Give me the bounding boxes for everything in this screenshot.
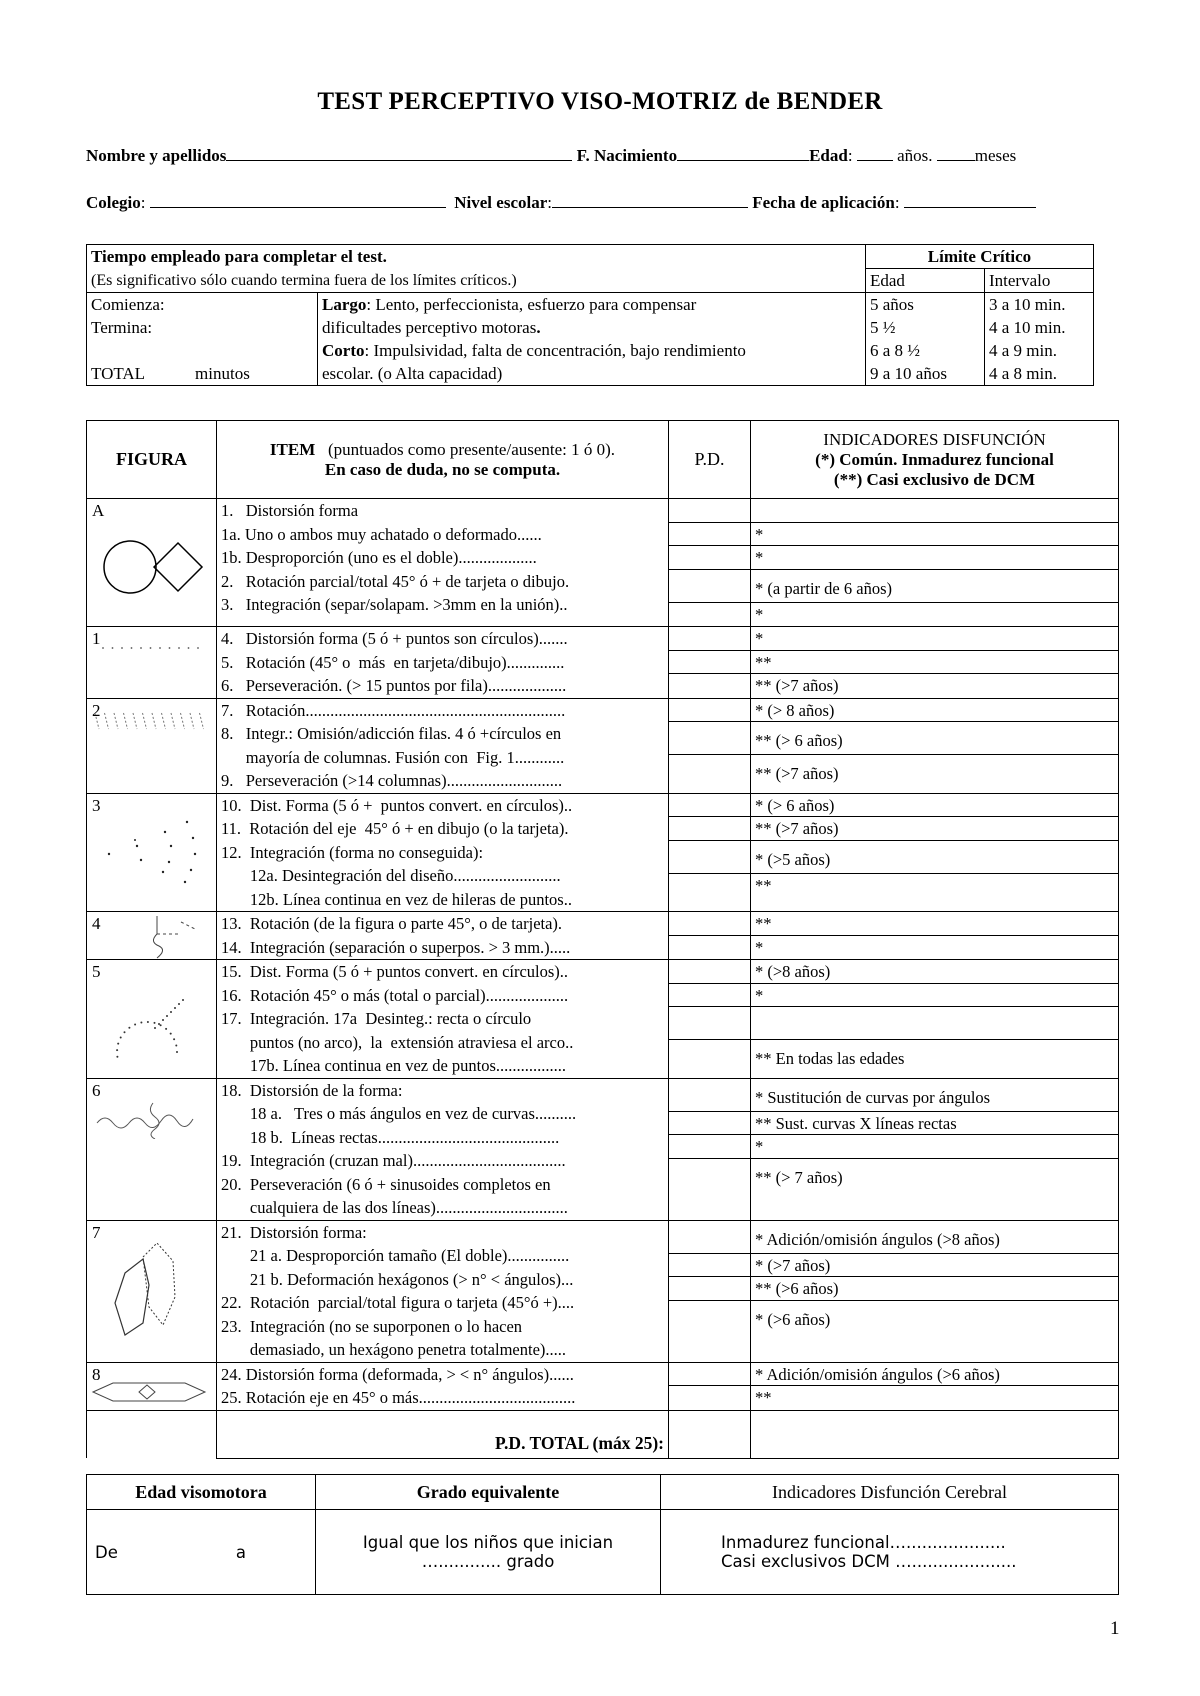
- total-ind-cell: [751, 1410, 1119, 1458]
- ind-cerebral-cell[interactable]: [661, 1510, 1119, 1595]
- fecha-label: Fecha de aplicación: [752, 193, 895, 212]
- figure-row: [87, 793, 1119, 912]
- indicator-text: * Adición/omisión ángulos (>8 años): [751, 1221, 1118, 1254]
- limit-edad: 5 ½: [866, 316, 985, 339]
- indicator-text: * (>6 años): [755, 1309, 831, 1329]
- items-cell: [217, 912, 669, 960]
- pd-cell: [669, 499, 751, 627]
- indicator-text: * (> 8 años): [751, 699, 1118, 723]
- pd-input[interactable]: [669, 627, 750, 651]
- pd-input[interactable]: [669, 984, 750, 1008]
- pd-input[interactable]: [669, 841, 750, 874]
- largo-label: Largo: [322, 295, 367, 314]
- figure-row: [87, 698, 1119, 793]
- indicator-cell: [751, 499, 1119, 627]
- indicator-cell: [751, 1362, 1119, 1410]
- pd-input[interactable]: [669, 794, 750, 818]
- total-pd-cell[interactable]: [669, 1410, 751, 1458]
- indicator-text: ** (>7 años): [755, 764, 839, 783]
- indicator-text: * (>8 años): [751, 960, 1118, 984]
- total-fig-cell: [87, 1410, 217, 1458]
- indicator-text: *: [755, 937, 764, 957]
- indicator-cell: [751, 1078, 1119, 1220]
- pd-cell: [669, 793, 751, 912]
- figure-cell: [87, 1362, 217, 1410]
- grado-cell[interactable]: [316, 1510, 661, 1595]
- indicator-text: ** (>7 años): [751, 817, 1118, 841]
- figure-row: [87, 1078, 1119, 1220]
- figure-label: 4: [92, 914, 101, 933]
- pd-input[interactable]: [669, 1386, 750, 1410]
- pd-cell: [669, 698, 751, 793]
- indicator-text: *: [751, 1135, 1118, 1159]
- item-text: 3. Integración (separ/solapam. >3mm en la unión)..: [221, 595, 568, 614]
- figure-drawing-icon: [97, 810, 207, 895]
- col-pd: P.D.: [669, 421, 751, 499]
- indicator-text: *: [751, 523, 1118, 547]
- anos-label: años.: [897, 146, 933, 165]
- colegio-field[interactable]: [150, 192, 446, 208]
- header-line-1: [86, 145, 1016, 166]
- pd-input[interactable]: [669, 1007, 750, 1040]
- indicator-cell: [751, 912, 1119, 960]
- indicator-text: *: [751, 627, 1118, 651]
- pd-input[interactable]: [669, 1254, 750, 1278]
- items-cell: [217, 1362, 669, 1410]
- pd-input[interactable]: [669, 722, 750, 755]
- result-table: [86, 1474, 1119, 1595]
- item-text: 17. Integración. 17a Desinteg.: recta o círculo: [221, 1009, 532, 1028]
- items-cell: [217, 1078, 669, 1220]
- item-text: 14. Integración (separación o superpos. > 3 mm.).....: [221, 937, 571, 957]
- col-item: ITEM: [269, 439, 316, 459]
- termina-label: Termina:: [91, 318, 153, 337]
- a-label: a: [235, 1542, 246, 1562]
- pd-input[interactable]: [669, 1040, 750, 1073]
- pd-input[interactable]: [669, 523, 750, 547]
- figure-label: A: [92, 501, 105, 520]
- limit-intervalo: 4 a 10 min.: [985, 316, 1094, 339]
- limit-intervalo: 4 a 9 min.: [985, 339, 1094, 362]
- figure-cell: [87, 1220, 217, 1362]
- pd-input[interactable]: [669, 936, 750, 960]
- indicator-cell: [751, 960, 1119, 1079]
- indicator-text: ** (>7 años): [755, 676, 839, 695]
- item-text: 6. Perseveración. (> 15 puntos por fila)...................: [221, 676, 567, 695]
- figure-drawing-icon: [90, 525, 210, 620]
- pd-input[interactable]: [669, 1135, 750, 1159]
- item-text: 9. Perseveración (>14 columnas)............................: [221, 771, 563, 790]
- pd-cell: [669, 960, 751, 1079]
- corto-label: Corto: [322, 341, 365, 360]
- col-edad-visomotora: Edad visomotora: [87, 1475, 316, 1510]
- figure-label: 7: [92, 1222, 101, 1242]
- item-text: 11. Rotación del eje 45° ó + en dibujo (o la tarjeta).: [221, 819, 569, 838]
- items-cell: [217, 499, 669, 627]
- item-text: 21 b. Deformación hexágonos (> n° < ángulos)...: [221, 1269, 574, 1289]
- page-number: 1: [1110, 1618, 1120, 1639]
- indicator-text: *: [751, 546, 1118, 570]
- pd-input[interactable]: [669, 546, 750, 570]
- limit-edad: 9 a 10 años: [866, 362, 985, 386]
- pd-input[interactable]: [669, 874, 750, 898]
- indicator-text: * (>7 años): [751, 1254, 1118, 1278]
- items-cell: [217, 698, 669, 793]
- figure-label: 6: [92, 1080, 101, 1100]
- pd-cell: [669, 1362, 751, 1410]
- indicator-text: **: [755, 1388, 772, 1407]
- edad-label: Edad: [809, 146, 848, 165]
- item-text: 24. Distorsión forma (deformada, > < n° ángulos)......: [221, 1364, 574, 1384]
- item-text: 12b. Línea continua en vez de hileras de puntos..: [221, 889, 572, 909]
- pd-input[interactable]: [669, 603, 750, 627]
- pd-input[interactable]: [669, 1079, 750, 1112]
- meses-label: meses: [974, 146, 1017, 165]
- time-title: Tiempo empleado para completar el test.: [91, 247, 387, 266]
- item-text: 18 b. Líneas rectas............................................: [221, 1127, 560, 1147]
- indicator-cell: [751, 698, 1119, 793]
- figure-row: [87, 1220, 1119, 1362]
- time-title-cell: [87, 245, 866, 269]
- pd-input[interactable]: [669, 1301, 750, 1334]
- item-text: 18 a. Tres o más ángulos en vez de curvas..........: [221, 1104, 577, 1123]
- item-text: mayoría de columnas. Fusión con Fig. 1............: [221, 747, 565, 767]
- nivel-field[interactable]: [552, 192, 748, 208]
- fecha-field[interactable]: [904, 192, 1036, 208]
- item-text: 21 a. Desproporción tamaño (El doble)...............: [221, 1246, 570, 1265]
- nombre-field[interactable]: [226, 145, 572, 161]
- nombre-label: Nombre y apellidos: [86, 146, 227, 165]
- figure-cell: [87, 912, 217, 960]
- limit-edad: 6 a 8 ½: [866, 339, 985, 362]
- limit-edad: 5 años: [866, 293, 985, 317]
- indicator-cell: [751, 1220, 1119, 1362]
- indicator-cell: [751, 627, 1119, 699]
- col-figura: FIGURA: [87, 421, 217, 499]
- indicator-text: [751, 1007, 1118, 1040]
- limit-title: Límite Crítico: [866, 245, 1094, 269]
- largo-text: : Lento, perfeccionista, esfuerzo para compensar: [366, 295, 697, 314]
- indicator-text: * (> 6 años): [751, 794, 1118, 818]
- figure-cell: [87, 499, 217, 627]
- item-text: 7. Rotación...............................................................: [221, 700, 566, 720]
- pd-input[interactable]: [669, 1112, 750, 1136]
- pd-input[interactable]: [669, 651, 750, 675]
- indicator-text: ** Sust. curvas X líneas rectas: [751, 1112, 1118, 1136]
- item-text: 1. Distorsión forma: [221, 501, 359, 520]
- nivel-label: Nivel escolar: [454, 193, 548, 212]
- item-text: 13. Rotación (de la figura o parte 45°, o de tarjeta).: [221, 914, 563, 933]
- grado-text-1: Igual que los niños que inician: [362, 1533, 614, 1552]
- pd-input[interactable]: [669, 699, 750, 723]
- items-cell: [217, 627, 669, 699]
- corto-text: : Impulsividad, falta de concentración, bajo rendimiento: [364, 341, 746, 360]
- pd-input[interactable]: [669, 912, 750, 936]
- item-text: 1b. Desproporción (uno es el doble)...................: [221, 548, 537, 567]
- figure-label: 1: [92, 629, 101, 648]
- item-text: 2. Rotación parcial/total 45° ó + de tarjeta o dibujo.: [221, 571, 570, 591]
- indicator-text: * (>5 años): [751, 841, 1118, 874]
- indicator-text: ** (> 7 años): [755, 1167, 843, 1187]
- figure-row: [87, 499, 1119, 627]
- item-text: 5. Rotación (45° o más en tarjeta/dibujo)..............: [221, 652, 565, 672]
- figure-label: 2: [92, 700, 101, 720]
- item-text: 18. Distorsión de la forma:: [221, 1080, 403, 1100]
- item-text: 16. Rotación 45° o más (total o parcial)....................: [221, 985, 569, 1005]
- pd-input[interactable]: [669, 1221, 750, 1254]
- items-cell: [217, 793, 669, 912]
- figure-cell: [87, 793, 217, 912]
- col-intervalo: Intervalo: [985, 269, 1094, 293]
- item-text: demasiado, un hexágono penetra totalmente).....: [221, 1340, 567, 1359]
- indicator-text: * Sustitución de curvas por ángulos: [751, 1079, 1118, 1112]
- col-edad: Edad: [866, 269, 985, 293]
- col-ind2: (*) Común. Inmadurez funcional: [815, 449, 1054, 469]
- item-text: 1a. Uno o ambos muy achatado o deformado......: [221, 524, 542, 544]
- pd-input[interactable]: [669, 817, 750, 841]
- pd-cell: [669, 1220, 751, 1362]
- item-text: 8. Integr.: Omisión/adicción filas. 4 ó +círculos en: [221, 724, 562, 743]
- figure-drawing-icon: [95, 633, 205, 668]
- edad-meses-field[interactable]: [937, 145, 975, 161]
- item-text: 21. Distorsión forma:: [221, 1222, 367, 1242]
- pd-input[interactable]: [669, 1363, 750, 1387]
- items-table: [86, 420, 1119, 1459]
- pd-input[interactable]: [669, 570, 750, 603]
- indicator-text: **: [755, 875, 772, 895]
- figure-row: [87, 1362, 1119, 1410]
- total-label: P.D. TOTAL (máx 25):: [217, 1410, 669, 1458]
- item-text: 23. Integración (no se suporponen o lo hacen: [221, 1316, 523, 1336]
- indicator-text: **: [751, 912, 1118, 936]
- figure-label: 5: [92, 962, 101, 981]
- items-cell: [217, 1220, 669, 1362]
- item-text: 22. Rotación parcial/total figura o tarjeta (45°ó +)....: [221, 1293, 575, 1312]
- time-note: (Es significativo sólo cuando termina fuera de los límites críticos.): [87, 269, 866, 293]
- edad-colon: :: [847, 146, 853, 165]
- time-table: [86, 244, 1094, 386]
- figure-cell: [87, 1078, 217, 1220]
- col-ind: INDICADORES DISFUNCIÓN: [823, 429, 1046, 449]
- corto-text2: escolar. (o Alta capacidad): [322, 364, 503, 383]
- item-text: 12a. Desintegración del diseño..........................: [221, 866, 561, 885]
- item-text: 12. Integración (forma no conseguida):: [221, 842, 484, 862]
- col-item-note: (puntuados como presente/ausente: 1 ó 0).: [328, 439, 616, 459]
- figure-drawing-icon: [103, 1237, 193, 1352]
- figure-drawing-icon: [89, 1377, 209, 1412]
- indicator-text: **: [751, 651, 1118, 675]
- pd-input[interactable]: [669, 1277, 750, 1301]
- item-text: cualquiera de las dos líneas)................................: [221, 1198, 568, 1217]
- edad-visomotora-cell[interactable]: [87, 1510, 316, 1595]
- pd-cell: [669, 912, 751, 960]
- item-text: 20. Perseveración (6 ó + sinusoides completos en: [221, 1174, 551, 1194]
- limit-intervalo: 4 a 8 min.: [985, 362, 1094, 386]
- col-grado: Grado equivalente: [316, 1475, 661, 1510]
- pd-cell: [669, 1078, 751, 1220]
- nacimiento-label: F. Nacimiento: [576, 146, 678, 165]
- col-item-header: [217, 421, 669, 499]
- figure-row: [87, 912, 1119, 960]
- figure-drawing-icon: [93, 1099, 203, 1144]
- figure-label: 3: [92, 795, 101, 815]
- indicator-text: ** (> 6 años): [751, 722, 1118, 755]
- indicator-text: *: [751, 984, 1118, 1008]
- item-text: 10. Dist. Forma (5 ó + puntos convert. en círculos)..: [221, 795, 573, 815]
- grado-text-2: …............ grado: [421, 1552, 555, 1571]
- edad-anos-field[interactable]: [857, 145, 893, 161]
- item-text: 17b. Línea continua en vez de puntos.................: [221, 1056, 567, 1075]
- figure-row: [87, 627, 1119, 699]
- indicator-text: [751, 499, 1118, 523]
- figure-drawing-icon: [107, 990, 187, 1075]
- figure-cell: [87, 698, 217, 793]
- indicator-text: * (a partir de 6 años): [751, 570, 1118, 603]
- item-text: puntos (no arco), la extensión atraviesa el arco..: [221, 1032, 574, 1052]
- pd-input[interactable]: [669, 674, 750, 698]
- nacimiento-field[interactable]: [677, 145, 809, 161]
- figure-label: 8: [92, 1364, 101, 1384]
- page-title: TEST PERCEPTIVO VISO-MOTRIZ de BENDER: [317, 88, 883, 115]
- pd-cell: [669, 627, 751, 699]
- largo-text2: dificultades perceptivo motoras: [322, 318, 537, 337]
- pd-input[interactable]: [669, 755, 750, 788]
- indicator-text: * Adición/omisión ángulos (>6 años): [751, 1363, 1118, 1387]
- col-ind-cerebral: Indicadores Disfunción Cerebral: [661, 1475, 1119, 1510]
- time-start-cell: [87, 293, 318, 386]
- pd-input[interactable]: [669, 960, 750, 984]
- item-text: 25. Rotación eje en 45° o más......................................: [221, 1388, 576, 1407]
- item-text: 15. Dist. Forma (5 ó + puntos convert. en círculos)..: [221, 962, 569, 981]
- colegio-label: Colegio: [86, 193, 141, 212]
- time-desc-cell: Largo: Lento, perfeccionista, esfuerzo para compensar dificultades perceptivo motoras. Corto: Impulsividad, falta de concentración, bajo rendimiento escolar. (o Alta capacidad): [318, 293, 866, 386]
- col-ind3: (**) Casi exclusivo de DCM: [833, 469, 1036, 489]
- indicator-cell: [751, 793, 1119, 912]
- ind-text-2: Casi exclusivos DCM …....................: [721, 1552, 1017, 1571]
- pd-input[interactable]: [669, 499, 750, 523]
- figure-drawing-icon: [89, 709, 209, 738]
- indicator-text: *: [755, 604, 764, 624]
- indicator-text: ** En todas las edades: [755, 1049, 905, 1068]
- item-text: 19. Integración (cruzan mal).....................................: [221, 1151, 566, 1170]
- col-ind-header: [751, 421, 1119, 499]
- item-text: 4. Distorsión forma (5 ó + puntos son círculos).......: [221, 629, 568, 648]
- total-label: TOTAL: [91, 364, 146, 383]
- indicator-text: ** (>6 años): [751, 1277, 1118, 1301]
- header-line-2: Colegio: Nivel escolar: Fecha de aplicación:: [86, 192, 1036, 213]
- items-cell: [217, 960, 669, 1079]
- minutos-label: minutos: [195, 364, 250, 383]
- comienza-label: Comienza:: [91, 295, 165, 314]
- figure-cell: [87, 627, 217, 699]
- ind-text-1: Inmadurez funcional…...................: [721, 1533, 1006, 1552]
- figure-cell: [87, 960, 217, 1079]
- figure-row: [87, 960, 1119, 1079]
- limit-intervalo: 3 a 10 min.: [985, 293, 1094, 317]
- de-label: De: [95, 1542, 118, 1562]
- col-item-note2: En caso de duda, no se computa.: [324, 459, 561, 479]
- pd-input[interactable]: [669, 1159, 750, 1192]
